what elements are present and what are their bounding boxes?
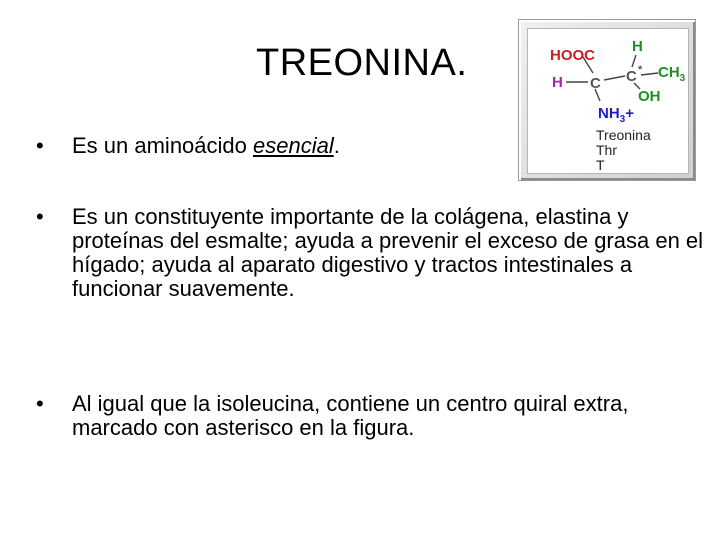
hooc-label: HOOC bbox=[550, 47, 595, 64]
h-left-label: H bbox=[552, 74, 563, 91]
slide-title: TREONINA. bbox=[256, 42, 468, 84]
nh3-charge: + bbox=[625, 105, 634, 122]
chiral-asterisk: * bbox=[638, 64, 643, 76]
bullet-icon: • bbox=[36, 204, 44, 229]
bullet-icon: • bbox=[36, 391, 44, 416]
caption-name: Treonina bbox=[596, 127, 651, 143]
bullet-item-1 bbox=[36, 134, 496, 158]
bond-cbeta-ch3 bbox=[641, 73, 658, 75]
caption-three-letter: Thr bbox=[596, 142, 617, 158]
c-alpha-label: C bbox=[590, 75, 601, 92]
esencial-link[interactable]: esencial bbox=[253, 133, 334, 158]
bullet-text-3: Al igual que la isoleucina, contiene un centro quiral extra, marcado con asterisco en la figura. bbox=[72, 391, 629, 440]
h-top-label: H bbox=[632, 38, 643, 55]
bullet-text-2: Es un constituyente importante de la colágena, elastina y proteínas del esmalte; ayuda a prevenir el exceso de grasa en el hígado; ayuda al aparato digestivo y tractos intestinales a funcionar suavemente. bbox=[72, 204, 704, 301]
bond-calpha-cbeta bbox=[604, 76, 625, 80]
bullet-icon: • bbox=[36, 133, 44, 158]
bullet-item-2 bbox=[36, 205, 716, 301]
bullet-text-1-suffix: . bbox=[333, 133, 340, 158]
ch3-label bbox=[658, 64, 686, 84]
c-beta-label: C bbox=[626, 68, 637, 85]
ch3-main: CH bbox=[658, 64, 680, 81]
structure-panel bbox=[527, 28, 689, 174]
nh3-label bbox=[598, 105, 634, 125]
bullet-text-1 bbox=[72, 134, 496, 158]
threonine-structure-diagram bbox=[528, 29, 688, 173]
nh3-subscript: 3 bbox=[619, 114, 626, 125]
oh-label: OH bbox=[638, 88, 661, 105]
caption-one-letter: T bbox=[596, 157, 605, 173]
nh3-main: NH bbox=[598, 105, 620, 122]
bullet-item-3 bbox=[36, 392, 676, 440]
bond-cbeta-h bbox=[632, 55, 636, 67]
threonine-structure-image bbox=[518, 19, 696, 181]
bullet-text-1-prefix: Es un aminoácido bbox=[72, 133, 253, 158]
ch3-subscript: 3 bbox=[679, 73, 686, 84]
